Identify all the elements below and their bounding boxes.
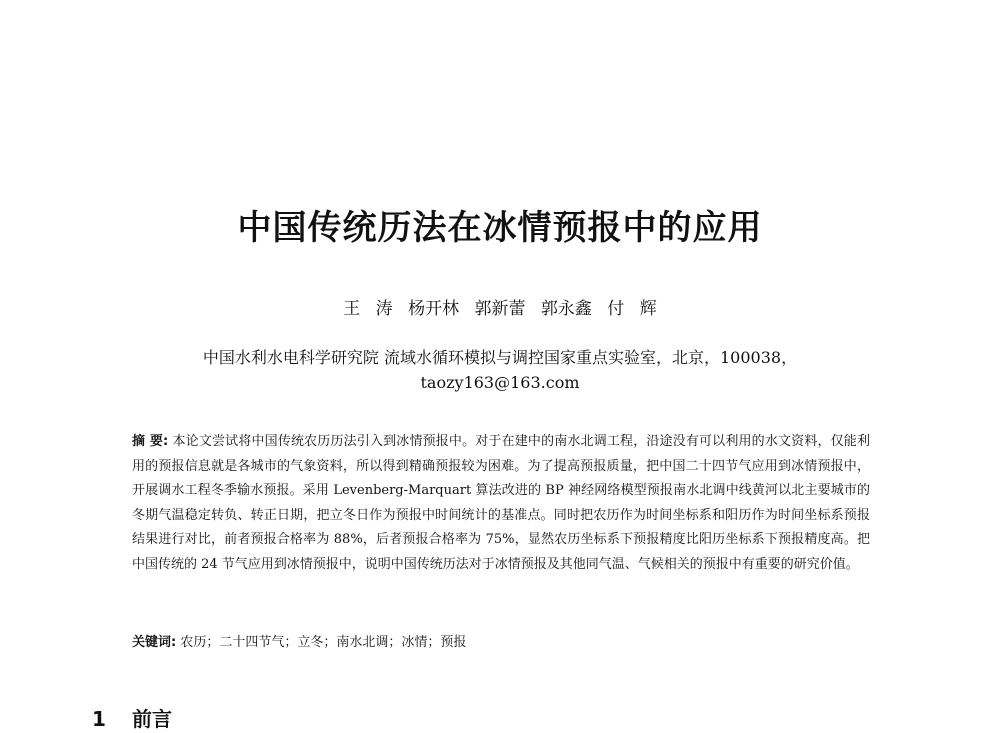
keywords-text: 农历；二十四节气；立冬；南水北调；冰情；预报 xyxy=(180,635,467,650)
abstract-label: 摘 要: xyxy=(132,434,169,449)
abstract xyxy=(132,430,870,577)
section-number: 1 xyxy=(92,707,106,731)
affiliation-institution: 中国水利水电科学研究院 流域水循环模拟与调控国家重点实验室，北京，100038， xyxy=(202,348,798,367)
paper-title: 中国传统历法在冰情预报中的应用 xyxy=(237,208,763,248)
section-title: 前言 xyxy=(132,707,172,731)
affiliation-block xyxy=(0,345,1000,395)
section-heading xyxy=(92,703,172,732)
affiliation-email: taozy163@163.com xyxy=(420,373,580,392)
keywords-label: 关键词: xyxy=(132,635,177,650)
author-list: 王 涛 杨开林 郭新蕾 郭永鑫 付 辉 xyxy=(343,299,657,319)
keywords xyxy=(132,631,870,655)
abstract-text: 本论文尝试将中国传统农历历法引入到冰情预报中。对于在建中的南水北调工程，沿途没有可以利用的水文资料，仅能利用的预报信息就是各城市的气象资料，所以得到精确预报较为困难。为了提高预报质量，把中国二十四节气应用到冰情预报中，开展调水工程冬季输水预报。采用 Levenberg-Marquart 算法改进的 BP 神经网络模型预报南水北调中线黄河以北主要城市的冬期气温稳定转负、转正日期，把立冬日作为预报中时间统计的基准点。同时把农历作为时间坐标系和阳历作为时间坐标系预报结果进行对比，前者预报合格率为 88%，后者预报合格率为 75%，显然农历坐标系下预报精度比阳历坐标系下预报精度高。把中国传统的 24 节气应用到冰情预报中，说明中国传统历法对于冰情预报及其他同气温、气候相关的预报中有重要的研究价值。 xyxy=(132,434,870,572)
